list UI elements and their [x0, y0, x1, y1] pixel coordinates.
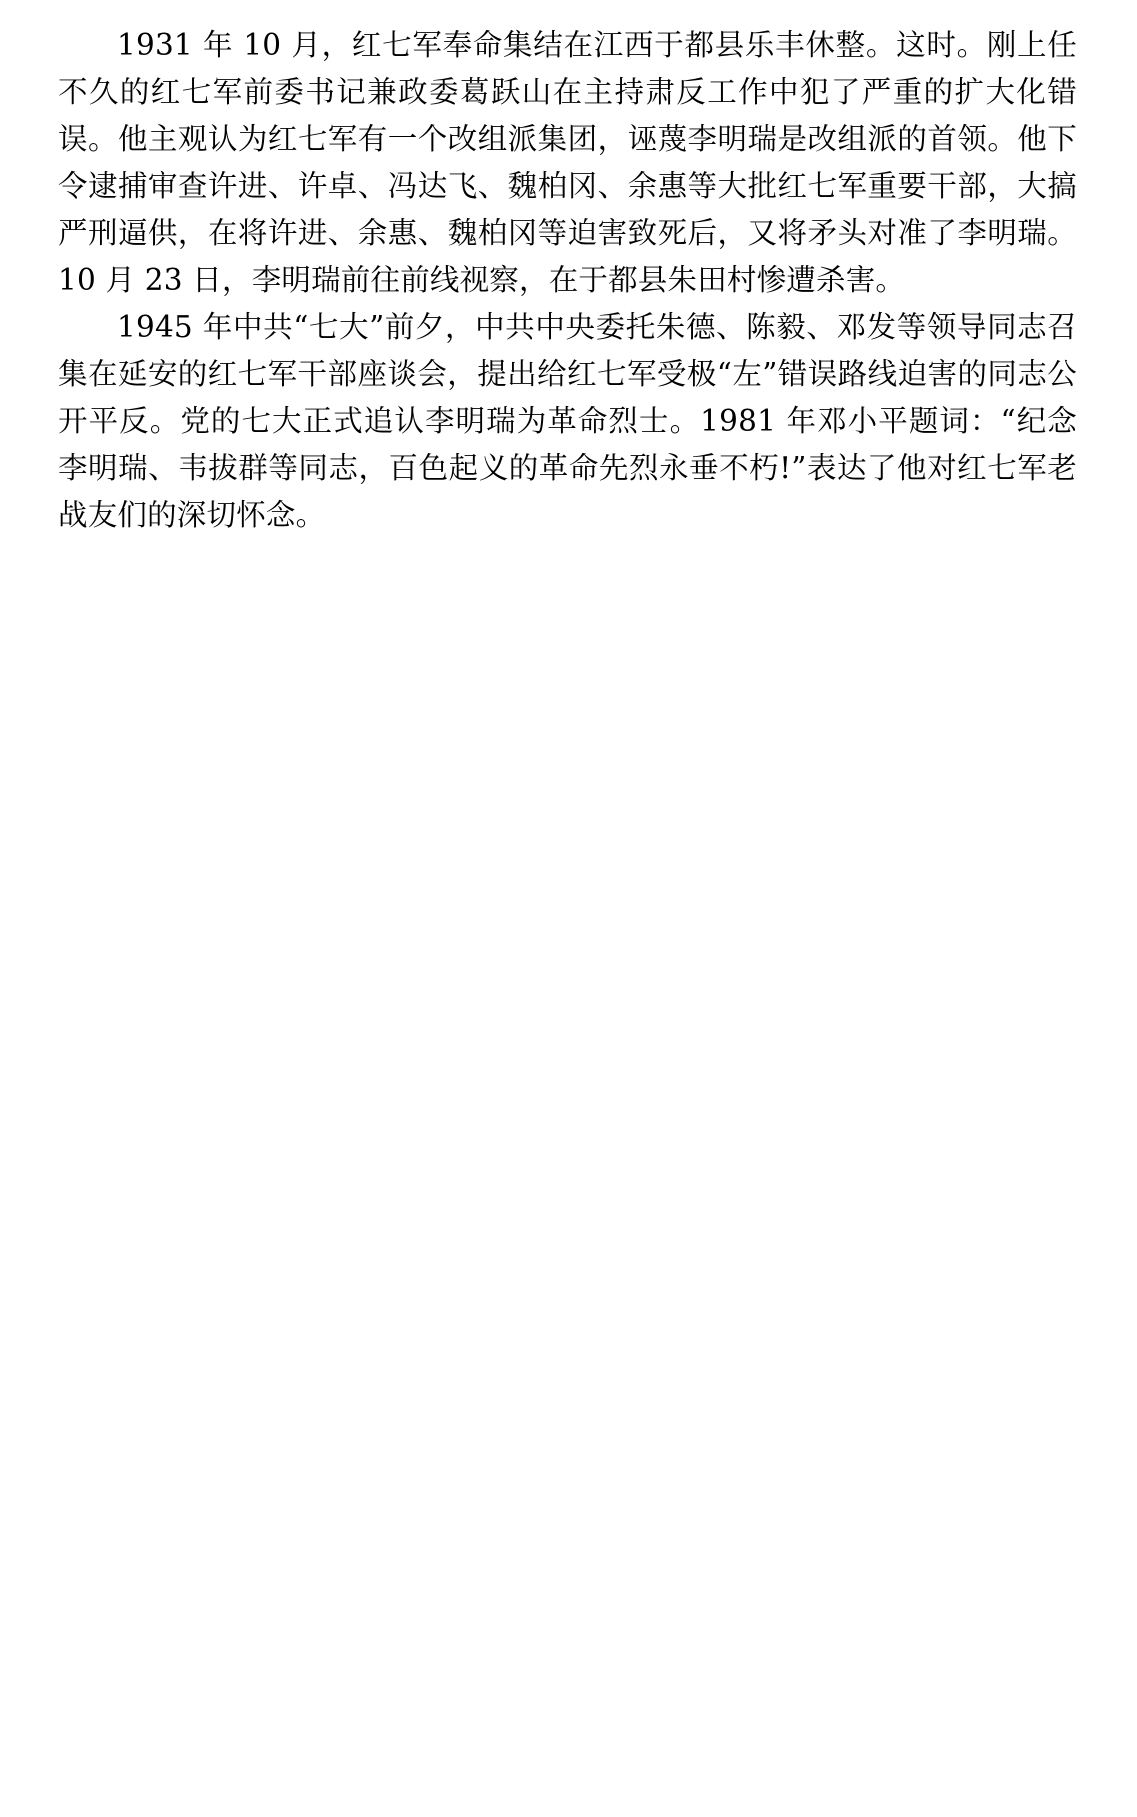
paragraph-1: 1931 年 10 月，红七军奉命集结在江西于都县乐丰休整。这时。刚上任不久的红七军前委书记兼政委葛跃山在主持肃反工作中犯了严重的扩大化错误。他主观认为红七军有一个改组派集团，诬蔑李明瑞是改组派的首领。他下令逮捕审查许进、许卓、冯达飞、魏柏冈、余惠等大批红七军重要干部，大搞严刑逼供，在将许进、余惠、魏柏冈等迫害致死后，又将矛头对准了李明瑞。10 月 23 日，李明瑞前往前线视察，在于都县朱田村惨遭杀害。 [58, 28, 1077, 297]
paragraph-2: 1945 年中共“七大”前夕，中共中央委托朱德、陈毅、邓发等领导同志召集在延安的红七军干部座谈会，提出给红七军受极“左”错误路线迫害的同志公开平反。党的七大正式追认李明瑞为革命烈士。1981 年邓小平题词：“纪念李明瑞、韦拔群等同志，百色起义的革命先烈永垂不朽!”表达了他对红七军老战友们的深切怀念。 [58, 310, 1077, 532]
body-text-block [58, 22, 1077, 539]
